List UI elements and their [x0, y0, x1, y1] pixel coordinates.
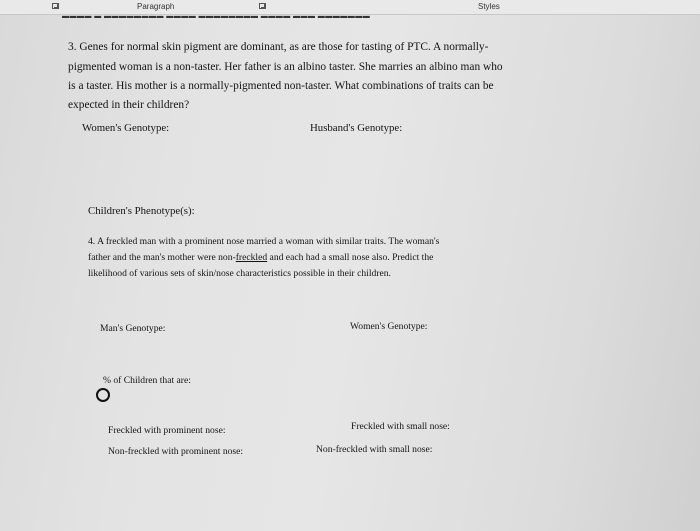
q3-husbands-genotype-label: Husband's Genotype: — [310, 122, 403, 134]
q4-line-2 — [88, 252, 433, 263]
q4-line-1: 4. A freckled man with a prominent nose married a woman with similar traits. The woman's — [88, 236, 440, 247]
q3-line-4: expected in their children? — [68, 99, 190, 111]
q4-line-2-end: and each had a small nose also. Predict the — [267, 252, 434, 263]
q4-line-3: likelihood of various sets of skin/nose characteristics possible in their children. — [88, 268, 391, 279]
q4-mans-genotype-label: Man's Genotype: — [100, 323, 166, 334]
q4-nonfreckled-prominent-label: Non-freckled with prominent nose: — [108, 446, 244, 457]
q3-line-1: 3. Genes for normal skin pigment are dominant, as are those for tasting of PTC. A normally- — [68, 41, 489, 53]
q3-line-3: is a taster. His mother is a normally-pigmented non-taster. What combinations of traits can be — [68, 80, 494, 92]
q4-freckled-small-label: Freckled with small nose: — [351, 421, 450, 432]
q4-percent-children-label: % of Children that are: — [103, 375, 191, 386]
q3-childrens-phenotype-label: Children's Phenotype(s): — [88, 205, 195, 217]
q4-freckled-prominent-label: Freckled with prominent nose: — [108, 425, 226, 436]
q4-nonfreckled-small-label: Non-freckled with small nose: — [316, 444, 433, 455]
paragraph-launcher-icon[interactable] — [259, 3, 266, 9]
cut-off-text-line: ▬▬▬▬ ▬ ▬▬▬▬▬▬▬▬ ▬▬▬▬ ▬▬▬▬▬▬▬▬ ▬▬▬▬ ▬▬▬ ▬▬▬▬▬▬▬ — [62, 13, 371, 19]
q4-womens-genotype-label: Women's Genotype: — [350, 321, 428, 332]
styles-group-label: Styles — [478, 2, 500, 11]
q4-line-2-start: father and the man's mother were non- — [88, 252, 236, 263]
circle-icon — [96, 388, 110, 402]
q4-underlined-word: freckled — [235, 252, 268, 263]
q3-womens-genotype-label: Women's Genotype: — [82, 122, 170, 134]
dialog-launcher-icon[interactable] — [52, 3, 59, 9]
q3-line-2: pigmented woman is a non-taster. Her father is an albino taster. She marries an albino man who — [68, 61, 503, 73]
paragraph-group-label: Paragraph — [137, 2, 175, 11]
